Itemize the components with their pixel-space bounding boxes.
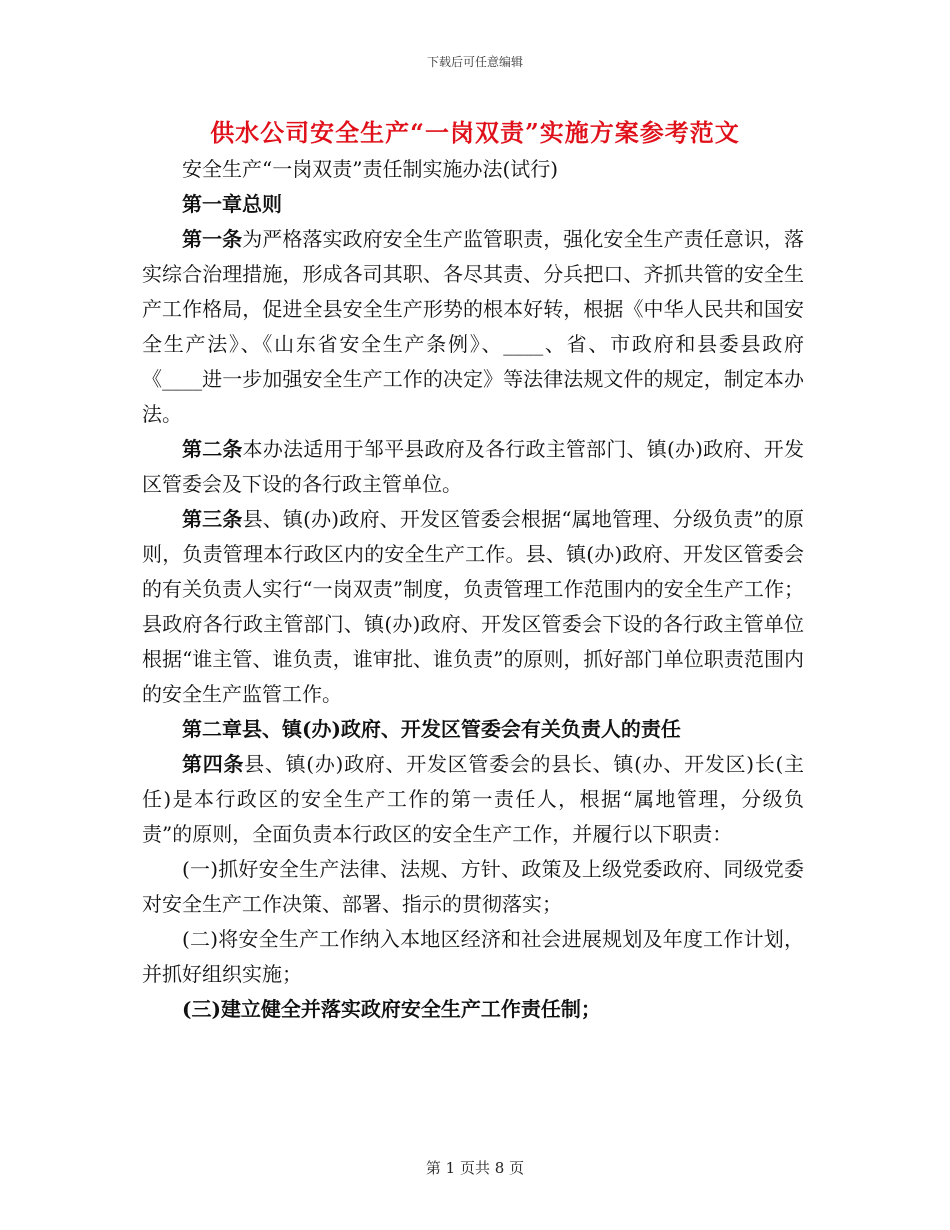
page-footer: 第 1 页共 8 页 bbox=[425, 1159, 525, 1177]
list-item-3: (三)建立健全并落实政府安全生产工作责任制； bbox=[182, 997, 601, 1021]
list-item-1: (一)抓好安全生产法律、法规、方针、政策及上级党委政府、同级党委对安全生产工作决策、部署、指示的贯彻落实； bbox=[142, 857, 804, 916]
subtitle: 安全生产“一岗双责”责任制实施办法(试行) bbox=[182, 157, 559, 181]
list-item-2: (二)将安全生产工作纳入本地区经济和社会进展规划及年度工作计划，并抓好组织实施； bbox=[142, 927, 804, 986]
article-3 bbox=[142, 502, 804, 712]
article-4-label: 第四条 bbox=[182, 752, 245, 776]
document-body bbox=[142, 152, 804, 1027]
document-title: 供水公司安全生产“一岗双责”实施方案参考范文 bbox=[210, 118, 740, 147]
article-1 bbox=[142, 222, 804, 432]
article-3-label: 第三条 bbox=[182, 507, 243, 531]
article-4 bbox=[142, 747, 804, 852]
chapter-2-heading: 第二章县、镇(办)政府、开发区管委会有关负责人的责任 bbox=[182, 717, 681, 741]
article-2 bbox=[142, 432, 804, 502]
article-2-label: 第二条 bbox=[182, 437, 243, 461]
article-2-text: 本办法适用于邹平县政府及各行政主管部门、镇(办)政府、开发区管委会及下设的各行政主管单位。 bbox=[142, 437, 805, 496]
header-note: 下载后可任意编辑 bbox=[426, 55, 523, 69]
article-1-text: 为严格落实政府安全生产监管职责，强化安全生产责任意识，落实综合治理措施，形成各司其职、各尽其责、分兵把口、齐抓共管的安全生产工作格局，促进全县安全生产形势的根本好转，根据《中华人民共和国安全生产法》、《山东省安全生产条例》、____、省、市政府和县委县政府《____进一步加强安全生产工作的决定》等法律法规文件的规定，制定本办法。 bbox=[142, 227, 805, 426]
chapter-1-heading: 第一章总则 bbox=[182, 192, 282, 216]
article-1-label: 第一条 bbox=[182, 227, 243, 251]
article-4-text: 县、镇(办)政府、开发区管委会的县长、镇(办、开发区)长(主任)是本行政区的安全生产工作的第一责任人，根据“属地管理，分级负责”的原则，全面负责本行政区的安全生产工作，并履行以下职责： bbox=[142, 752, 804, 846]
article-3-text: 县、镇(办)政府、开发区管委会根据“属地管理、分级负责”的原则，负责管理本行政区内的安全生产工作。县、镇(办)政府、开发区管委会的有关负责人实行“一岗双责”制度，负责管理工作范围内的安全生产工作；县政府各行政主管部门、镇(办)政府、开发区管委会下设的各行政主管单位根据“谁主管、谁负责，谁审批、谁负责”的原则，抓好部门单位职责范围内的安全生产监管工作。 bbox=[142, 507, 804, 706]
